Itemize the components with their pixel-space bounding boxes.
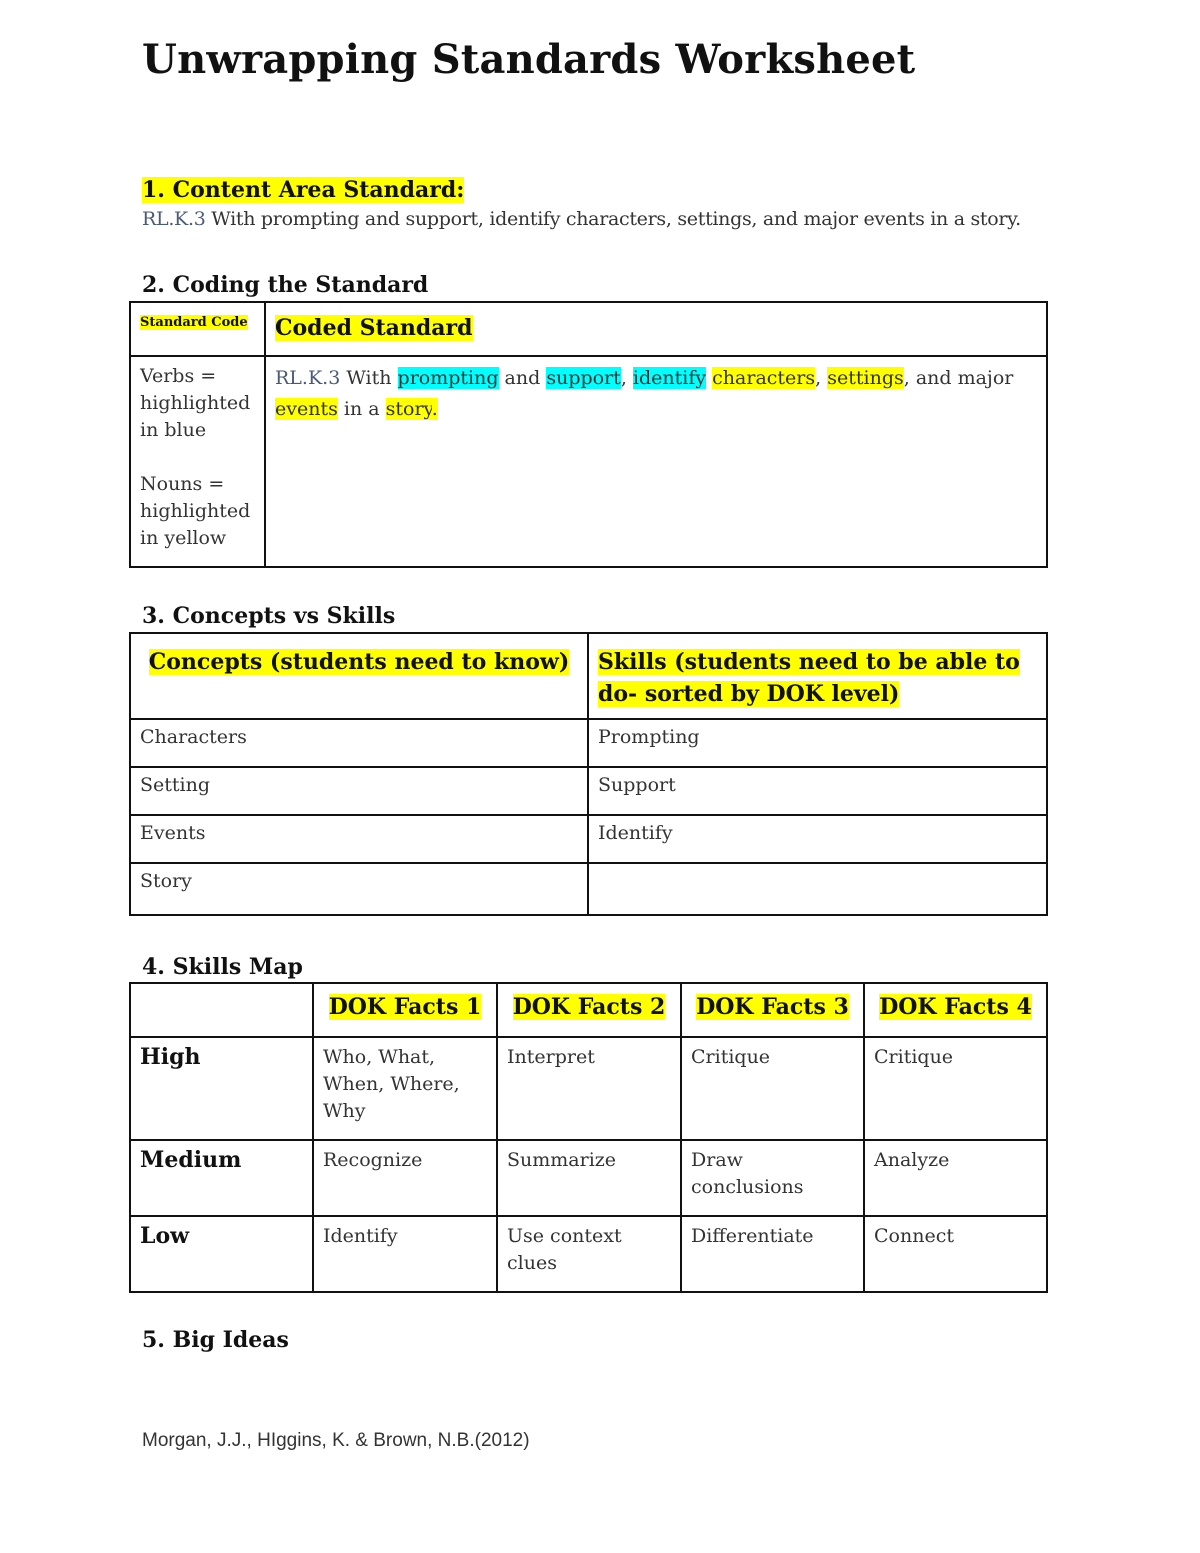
skills-header: Skills (students need to be able to do- sorted by DOK level)	[598, 649, 1020, 707]
skill-cell: Summarize	[497, 1140, 681, 1216]
noun-highlight: story	[385, 398, 432, 420]
standard-description: With prompting and support, identify characters, settings, and major events in a story.	[205, 208, 1021, 230]
section3-heading: 3. Concepts vs Skills	[142, 603, 396, 629]
dok-header: DOK Facts 1	[328, 994, 482, 1020]
dok-header-cell	[681, 983, 864, 1037]
coded-standard-segment: and	[498, 367, 547, 389]
concepts-header: Concepts (students need to know)	[148, 649, 570, 675]
table-row	[130, 1037, 1047, 1140]
coded-standard-segment: in a	[337, 398, 386, 420]
dok-header: DOK Facts 3	[696, 994, 849, 1020]
concept-cell: Story	[130, 863, 588, 915]
coded-standard-segment: , and major	[903, 367, 1014, 389]
verb-highlight: identify	[632, 367, 707, 389]
dok-header: DOK Facts 2	[512, 994, 666, 1020]
table-row	[130, 1216, 1047, 1292]
noun-highlight: events	[275, 398, 338, 420]
table-row	[130, 719, 1047, 767]
noun-highlight: settings	[827, 367, 904, 389]
coded-standard-header-cell	[265, 302, 1047, 356]
coded-standard-code: RL.K.3	[275, 367, 341, 389]
coding-body-row	[130, 356, 1047, 567]
concepts-skills-table	[129, 632, 1048, 916]
skill-cell: Who, What, When, Where, Why	[313, 1037, 497, 1140]
concepts-header-cell	[130, 633, 588, 719]
skill-cell: Recognize	[313, 1140, 497, 1216]
skill-cell: Support	[588, 767, 1047, 815]
dok-header: DOK Facts 4	[879, 994, 1032, 1020]
citation: Morgan, J.J., HIggins, K. & Brown, N.B.(2012)	[142, 1430, 530, 1451]
table-row	[130, 815, 1047, 863]
section2-heading: 2. Coding the Standard	[142, 272, 429, 298]
dok-header-cell	[497, 983, 681, 1037]
dok-header-cell	[864, 983, 1047, 1037]
table-row	[130, 863, 1047, 915]
coded-standard-header: Coded Standard	[275, 315, 473, 341]
section4-heading: 4. Skills Map	[142, 954, 303, 980]
skill-cell: Critique	[864, 1037, 1047, 1140]
content-standard-text	[142, 208, 1021, 230]
dok-header-cell	[313, 983, 497, 1037]
coded-standard-segment: ,	[620, 367, 633, 389]
skill-cell: Identify	[588, 815, 1047, 863]
skills-map-header-row	[130, 983, 1047, 1037]
level-label: Medium	[130, 1140, 313, 1216]
verb-highlight: support	[546, 367, 621, 389]
concept-cell: Events	[130, 815, 588, 863]
skill-cell: Prompting	[588, 719, 1047, 767]
skill-cell: Use context clues	[497, 1216, 681, 1292]
standard-code: RL.K.3	[142, 208, 206, 230]
coded-standard-segment: With	[340, 367, 398, 389]
coding-header-row	[130, 302, 1047, 356]
section1-heading-text: 1. Content Area Standard:	[142, 177, 465, 203]
skills-header-cell	[588, 633, 1047, 719]
concept-cell: Setting	[130, 767, 588, 815]
section5-heading: 5. Big Ideas	[142, 1327, 289, 1353]
noun-highlight: characters	[712, 367, 816, 389]
coded-standard-segment: ,	[815, 367, 828, 389]
coded-standard-cell	[265, 356, 1047, 567]
standard-code-header-cell	[130, 302, 265, 356]
table-row	[130, 1140, 1047, 1216]
coded-standard-text	[275, 363, 1037, 425]
noun-highlight: .	[431, 398, 438, 420]
level-label: High	[130, 1037, 313, 1140]
level-label: Low	[130, 1216, 313, 1292]
section1-heading	[142, 178, 464, 203]
empty-corner-cell	[130, 983, 313, 1037]
concepts-skills-header-row	[130, 633, 1047, 719]
standard-code-header: Standard Code	[140, 315, 248, 330]
skill-cell: Interpret	[497, 1037, 681, 1140]
legend-cell	[130, 356, 265, 567]
skill-cell: Differentiate	[681, 1216, 864, 1292]
skill-cell: Analyze	[864, 1140, 1047, 1216]
page-title: Unwrapping Standards Worksheet	[142, 36, 916, 83]
skill-cell: Critique	[681, 1037, 864, 1140]
legend-nouns: Nouns = highlighted in yellow	[140, 473, 251, 549]
skill-cell	[588, 863, 1047, 915]
verb-highlight: prompting	[397, 367, 499, 389]
table-row	[130, 767, 1047, 815]
concept-cell: Characters	[130, 719, 588, 767]
skill-cell: Identify	[313, 1216, 497, 1292]
skill-cell: Draw conclusions	[681, 1140, 864, 1216]
skills-map-table	[129, 982, 1048, 1293]
skill-cell: Connect	[864, 1216, 1047, 1292]
coding-table	[129, 301, 1048, 568]
legend-verbs: Verbs = highlighted in blue	[140, 365, 251, 441]
